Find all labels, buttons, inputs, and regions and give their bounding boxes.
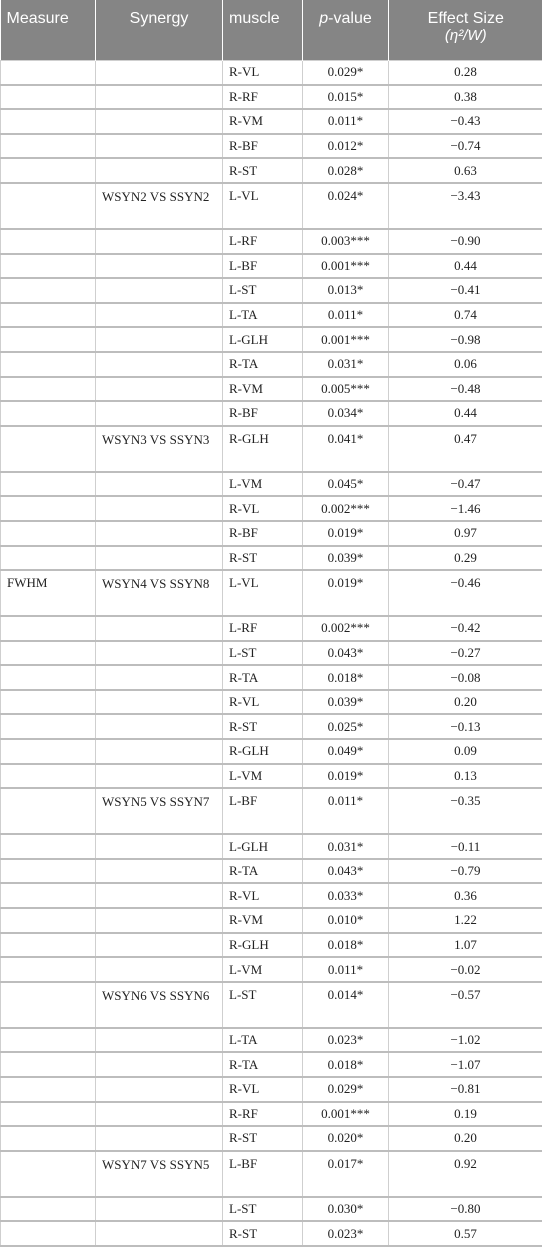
cell-effect-size: 0.13: [389, 764, 542, 789]
cell-effect-size: 0.44: [389, 401, 542, 426]
cell-muscle: L-VM: [223, 764, 303, 789]
table-row: [1, 788, 542, 834]
cell-synergy: [96, 834, 223, 859]
cell-effect-size: 0.74: [389, 303, 542, 328]
cell-p-value: 0.010*: [303, 908, 389, 933]
column-header-p-value: [303, 0, 389, 60]
cell-synergy: [96, 377, 223, 402]
table-row: [1, 616, 542, 641]
p-value-suffix: -value: [328, 10, 372, 27]
cell-effect-size: −0.47: [389, 472, 542, 497]
cell-muscle: R-RF: [223, 1102, 303, 1127]
cell-effect-size: −0.35: [389, 788, 542, 834]
cell-muscle: L-VM: [223, 472, 303, 497]
cell-effect-size: −0.74: [389, 134, 542, 159]
cell-synergy: [96, 714, 223, 739]
cell-synergy: [96, 85, 223, 110]
table-body: [1, 60, 542, 1246]
cell-effect-size: −1.46: [389, 496, 542, 521]
effect-size-unit: (η²/W): [444, 26, 487, 44]
cell-muscle: L-VM: [223, 957, 303, 982]
table-row: [1, 134, 542, 159]
p-symbol: p: [319, 10, 329, 27]
cell-muscle: L-VL: [223, 183, 303, 229]
cell-synergy: WSYN3 VS SSYN3: [96, 426, 223, 472]
cell-p-value: 0.043*: [303, 859, 389, 884]
cell-synergy: [96, 1197, 223, 1222]
cell-measure: [1, 1126, 96, 1151]
table-header: [1, 0, 542, 60]
cell-effect-size: −0.81: [389, 1077, 542, 1102]
cell-muscle: L-RF: [223, 229, 303, 254]
cell-synergy: [96, 1028, 223, 1053]
table-row: [1, 690, 542, 715]
table-row: [1, 183, 542, 229]
cell-synergy: [96, 957, 223, 982]
cell-measure: [1, 834, 96, 859]
cell-measure: [1, 957, 96, 982]
cell-measure: [1, 85, 96, 110]
cell-measure: [1, 908, 96, 933]
cell-muscle: R-VL: [223, 690, 303, 715]
cell-effect-size: −0.98: [389, 327, 542, 352]
cell-p-value: 0.033*: [303, 883, 389, 908]
table-row: [1, 739, 542, 764]
cell-synergy: [96, 278, 223, 303]
cell-synergy: [96, 665, 223, 690]
cell-synergy: [96, 1102, 223, 1127]
cell-effect-size: 1.07: [389, 933, 542, 958]
cell-p-value: 0.030*: [303, 1197, 389, 1222]
cell-muscle: R-TA: [223, 352, 303, 377]
cell-p-value: 0.029*: [303, 1077, 389, 1102]
cell-effect-size: 0.20: [389, 690, 542, 715]
cell-measure: [1, 546, 96, 571]
cell-p-value: 0.039*: [303, 546, 389, 571]
cell-effect-size: 0.44: [389, 254, 542, 279]
cell-muscle: R-VL: [223, 1077, 303, 1102]
cell-effect-size: 1.22: [389, 908, 542, 933]
cell-measure: [1, 254, 96, 279]
cell-p-value: 0.049*: [303, 739, 389, 764]
cell-p-value: 0.012*: [303, 134, 389, 159]
cell-synergy: [96, 521, 223, 546]
cell-measure: [1, 859, 96, 884]
cell-p-value: 0.023*: [303, 1028, 389, 1053]
cell-p-value: 0.034*: [303, 401, 389, 426]
cell-p-value: 0.039*: [303, 690, 389, 715]
cell-p-value: 0.029*: [303, 60, 389, 85]
table-row: [1, 1197, 542, 1222]
table-row: [1, 957, 542, 982]
cell-p-value: 0.002***: [303, 616, 389, 641]
cell-synergy: [96, 1126, 223, 1151]
column-header-effect-size: [389, 0, 542, 60]
cell-muscle: R-ST: [223, 546, 303, 571]
table-row: [1, 714, 542, 739]
cell-muscle: L-GLH: [223, 834, 303, 859]
cell-p-value: 0.019*: [303, 764, 389, 789]
table-row: [1, 859, 542, 884]
cell-synergy: [96, 472, 223, 497]
cell-synergy: [96, 327, 223, 352]
table-row: [1, 1102, 542, 1127]
cell-p-value: 0.014*: [303, 982, 389, 1028]
cell-synergy: [96, 690, 223, 715]
cell-muscle: R-BF: [223, 401, 303, 426]
cell-p-value: 0.041*: [303, 426, 389, 472]
cell-effect-size: 0.38: [389, 85, 542, 110]
table-row: [1, 352, 542, 377]
cell-measure: [1, 788, 96, 834]
column-header-muscle: muscle: [223, 0, 303, 60]
cell-muscle: L-ST: [223, 278, 303, 303]
column-header-synergy: Synergy: [96, 0, 223, 60]
cell-synergy: [96, 883, 223, 908]
cell-effect-size: 0.19: [389, 1102, 542, 1127]
cell-p-value: 0.019*: [303, 570, 389, 616]
cell-effect-size: 0.36: [389, 883, 542, 908]
cell-muscle: L-BF: [223, 254, 303, 279]
cell-muscle: L-TA: [223, 1028, 303, 1053]
cell-measure: [1, 278, 96, 303]
cell-measure: [1, 183, 96, 229]
cell-muscle: R-TA: [223, 665, 303, 690]
cell-synergy: [96, 764, 223, 789]
cell-measure: [1, 60, 96, 85]
cell-measure: [1, 496, 96, 521]
cell-measure: [1, 472, 96, 497]
cell-effect-size: 0.97: [389, 521, 542, 546]
table-row: [1, 764, 542, 789]
cell-measure: FWHM: [1, 570, 96, 616]
table-row: [1, 401, 542, 426]
cell-p-value: 0.028*: [303, 158, 389, 183]
cell-effect-size: −0.13: [389, 714, 542, 739]
cell-effect-size: −1.02: [389, 1028, 542, 1053]
cell-measure: [1, 158, 96, 183]
cell-synergy: [96, 60, 223, 85]
cell-effect-size: −0.48: [389, 377, 542, 402]
cell-synergy: [96, 496, 223, 521]
cell-measure: [1, 714, 96, 739]
cell-muscle: R-ST: [223, 1221, 303, 1246]
cell-p-value: 0.002***: [303, 496, 389, 521]
cell-muscle: R-GLH: [223, 933, 303, 958]
cell-synergy: [96, 908, 223, 933]
cell-measure: [1, 1151, 96, 1197]
cell-muscle: L-ST: [223, 641, 303, 666]
table-row: [1, 254, 542, 279]
cell-synergy: [96, 546, 223, 571]
cell-muscle: R-TA: [223, 1052, 303, 1077]
column-header-measure: Measure: [1, 0, 96, 60]
cell-measure: [1, 1197, 96, 1222]
cell-effect-size: −0.57: [389, 982, 542, 1028]
cell-measure: [1, 933, 96, 958]
cell-p-value: 0.011*: [303, 109, 389, 134]
cell-muscle: L-VL: [223, 570, 303, 616]
table-row: [1, 883, 542, 908]
cell-p-value: 0.011*: [303, 303, 389, 328]
cell-synergy: [96, 134, 223, 159]
cell-synergy: WSYN6 VS SSYN6: [96, 982, 223, 1028]
table-row: [1, 834, 542, 859]
cell-effect-size: −0.27: [389, 641, 542, 666]
cell-measure: [1, 665, 96, 690]
cell-muscle: R-ST: [223, 714, 303, 739]
cell-synergy: [96, 859, 223, 884]
cell-p-value: 0.011*: [303, 957, 389, 982]
cell-muscle: L-GLH: [223, 327, 303, 352]
table-row: [1, 665, 542, 690]
cell-muscle: L-ST: [223, 982, 303, 1028]
cell-effect-size: −0.42: [389, 616, 542, 641]
cell-synergy: [96, 1052, 223, 1077]
cell-effect-size: 0.28: [389, 60, 542, 85]
cell-muscle: L-BF: [223, 1151, 303, 1197]
cell-measure: [1, 229, 96, 254]
cell-synergy: [96, 109, 223, 134]
table-row: [1, 60, 542, 85]
cell-measure: [1, 1077, 96, 1102]
effect-size-title: Effect Size: [427, 10, 504, 27]
table-row: [1, 496, 542, 521]
cell-synergy: [96, 254, 223, 279]
cell-effect-size: 0.06: [389, 352, 542, 377]
table-row: [1, 1151, 542, 1197]
cell-measure: [1, 690, 96, 715]
table-row: [1, 109, 542, 134]
cell-muscle: R-RF: [223, 85, 303, 110]
cell-muscle: R-VL: [223, 496, 303, 521]
cell-effect-size: −0.02: [389, 957, 542, 982]
table-row: [1, 472, 542, 497]
cell-muscle: R-VM: [223, 377, 303, 402]
cell-muscle: R-BF: [223, 134, 303, 159]
cell-muscle: L-BF: [223, 788, 303, 834]
cell-effect-size: 0.47: [389, 426, 542, 472]
cell-synergy: [96, 641, 223, 666]
table-row: [1, 327, 542, 352]
cell-p-value: 0.005***: [303, 377, 389, 402]
cell-synergy: WSYN2 VS SSYN2: [96, 183, 223, 229]
cell-p-value: 0.003***: [303, 229, 389, 254]
table-row: [1, 1126, 542, 1151]
cell-p-value: 0.019*: [303, 521, 389, 546]
cell-effect-size: −1.07: [389, 1052, 542, 1077]
cell-effect-size: 0.09: [389, 739, 542, 764]
table-row: [1, 570, 542, 616]
cell-p-value: 0.013*: [303, 278, 389, 303]
cell-measure: [1, 134, 96, 159]
cell-measure: [1, 883, 96, 908]
cell-measure: [1, 303, 96, 328]
cell-muscle: R-VL: [223, 60, 303, 85]
cell-synergy: [96, 616, 223, 641]
cell-measure: [1, 327, 96, 352]
cell-measure: [1, 109, 96, 134]
cell-p-value: 0.024*: [303, 183, 389, 229]
cell-p-value: 0.015*: [303, 85, 389, 110]
cell-p-value: 0.001***: [303, 254, 389, 279]
cell-synergy: [96, 1221, 223, 1246]
cell-p-value: 0.020*: [303, 1126, 389, 1151]
cell-measure: [1, 352, 96, 377]
cell-measure: [1, 1102, 96, 1127]
cell-measure: [1, 739, 96, 764]
table-row: [1, 377, 542, 402]
cell-effect-size: −0.08: [389, 665, 542, 690]
cell-p-value: 0.023*: [303, 1221, 389, 1246]
cell-muscle: R-GLH: [223, 739, 303, 764]
cell-measure: [1, 982, 96, 1028]
cell-measure: [1, 1028, 96, 1053]
cell-muscle: R-TA: [223, 859, 303, 884]
cell-muscle: R-VL: [223, 883, 303, 908]
cell-p-value: 0.018*: [303, 933, 389, 958]
table-row: [1, 982, 542, 1028]
cell-muscle: R-GLH: [223, 426, 303, 472]
table-row: [1, 303, 542, 328]
cell-synergy: [96, 303, 223, 328]
cell-p-value: 0.001***: [303, 1102, 389, 1127]
table-row: [1, 521, 542, 546]
cell-p-value: 0.031*: [303, 834, 389, 859]
table-row: [1, 641, 542, 666]
cell-effect-size: −0.90: [389, 229, 542, 254]
cell-muscle: R-BF: [223, 521, 303, 546]
header-row: [1, 0, 542, 60]
cell-p-value: 0.001***: [303, 327, 389, 352]
cell-p-value: 0.043*: [303, 641, 389, 666]
cell-effect-size: 0.63: [389, 158, 542, 183]
cell-synergy: [96, 1077, 223, 1102]
cell-p-value: 0.031*: [303, 352, 389, 377]
cell-muscle: R-ST: [223, 158, 303, 183]
cell-measure: [1, 426, 96, 472]
cell-synergy: [96, 352, 223, 377]
cell-measure: [1, 401, 96, 426]
table-row: [1, 1052, 542, 1077]
table-row: [1, 278, 542, 303]
cell-synergy: WSYN4 VS SSYN8: [96, 570, 223, 616]
cell-p-value: 0.011*: [303, 788, 389, 834]
cell-effect-size: −0.79: [389, 859, 542, 884]
cell-synergy: [96, 739, 223, 764]
table-row: [1, 229, 542, 254]
cell-effect-size: 0.29: [389, 546, 542, 571]
cell-measure: [1, 521, 96, 546]
cell-effect-size: −0.41: [389, 278, 542, 303]
cell-synergy: WSYN5 VS SSYN7: [96, 788, 223, 834]
table-row: [1, 1028, 542, 1053]
cell-muscle: R-VM: [223, 908, 303, 933]
cell-synergy: [96, 933, 223, 958]
cell-muscle: L-RF: [223, 616, 303, 641]
cell-effect-size: −0.11: [389, 834, 542, 859]
table-row: [1, 1221, 542, 1246]
cell-p-value: 0.017*: [303, 1151, 389, 1197]
cell-synergy: [96, 158, 223, 183]
cell-muscle: L-ST: [223, 1197, 303, 1222]
cell-effect-size: 0.57: [389, 1221, 542, 1246]
cell-effect-size: −0.43: [389, 109, 542, 134]
table-row: [1, 158, 542, 183]
cell-p-value: 0.018*: [303, 1052, 389, 1077]
cell-synergy: [96, 229, 223, 254]
cell-measure: [1, 641, 96, 666]
cell-muscle: L-TA: [223, 303, 303, 328]
cell-p-value: 0.018*: [303, 665, 389, 690]
cell-effect-size: −0.80: [389, 1197, 542, 1222]
cell-measure: [1, 377, 96, 402]
cell-effect-size: −0.46: [389, 570, 542, 616]
cell-measure: [1, 616, 96, 641]
cell-measure: [1, 1052, 96, 1077]
cell-effect-size: 0.92: [389, 1151, 542, 1197]
table-row: [1, 1077, 542, 1102]
cell-p-value: 0.045*: [303, 472, 389, 497]
table-row: [1, 908, 542, 933]
cell-measure: [1, 1221, 96, 1246]
cell-measure: [1, 764, 96, 789]
cell-effect-size: 0.20: [389, 1126, 542, 1151]
cell-effect-size: −3.43: [389, 183, 542, 229]
cell-muscle: R-VM: [223, 109, 303, 134]
cell-synergy: WSYN7 VS SSYN5: [96, 1151, 223, 1197]
cell-synergy: [96, 401, 223, 426]
cell-p-value: 0.025*: [303, 714, 389, 739]
table-row: [1, 546, 542, 571]
table-row: [1, 426, 542, 472]
cell-muscle: R-ST: [223, 1126, 303, 1151]
table-row: [1, 85, 542, 110]
table-row: [1, 933, 542, 958]
